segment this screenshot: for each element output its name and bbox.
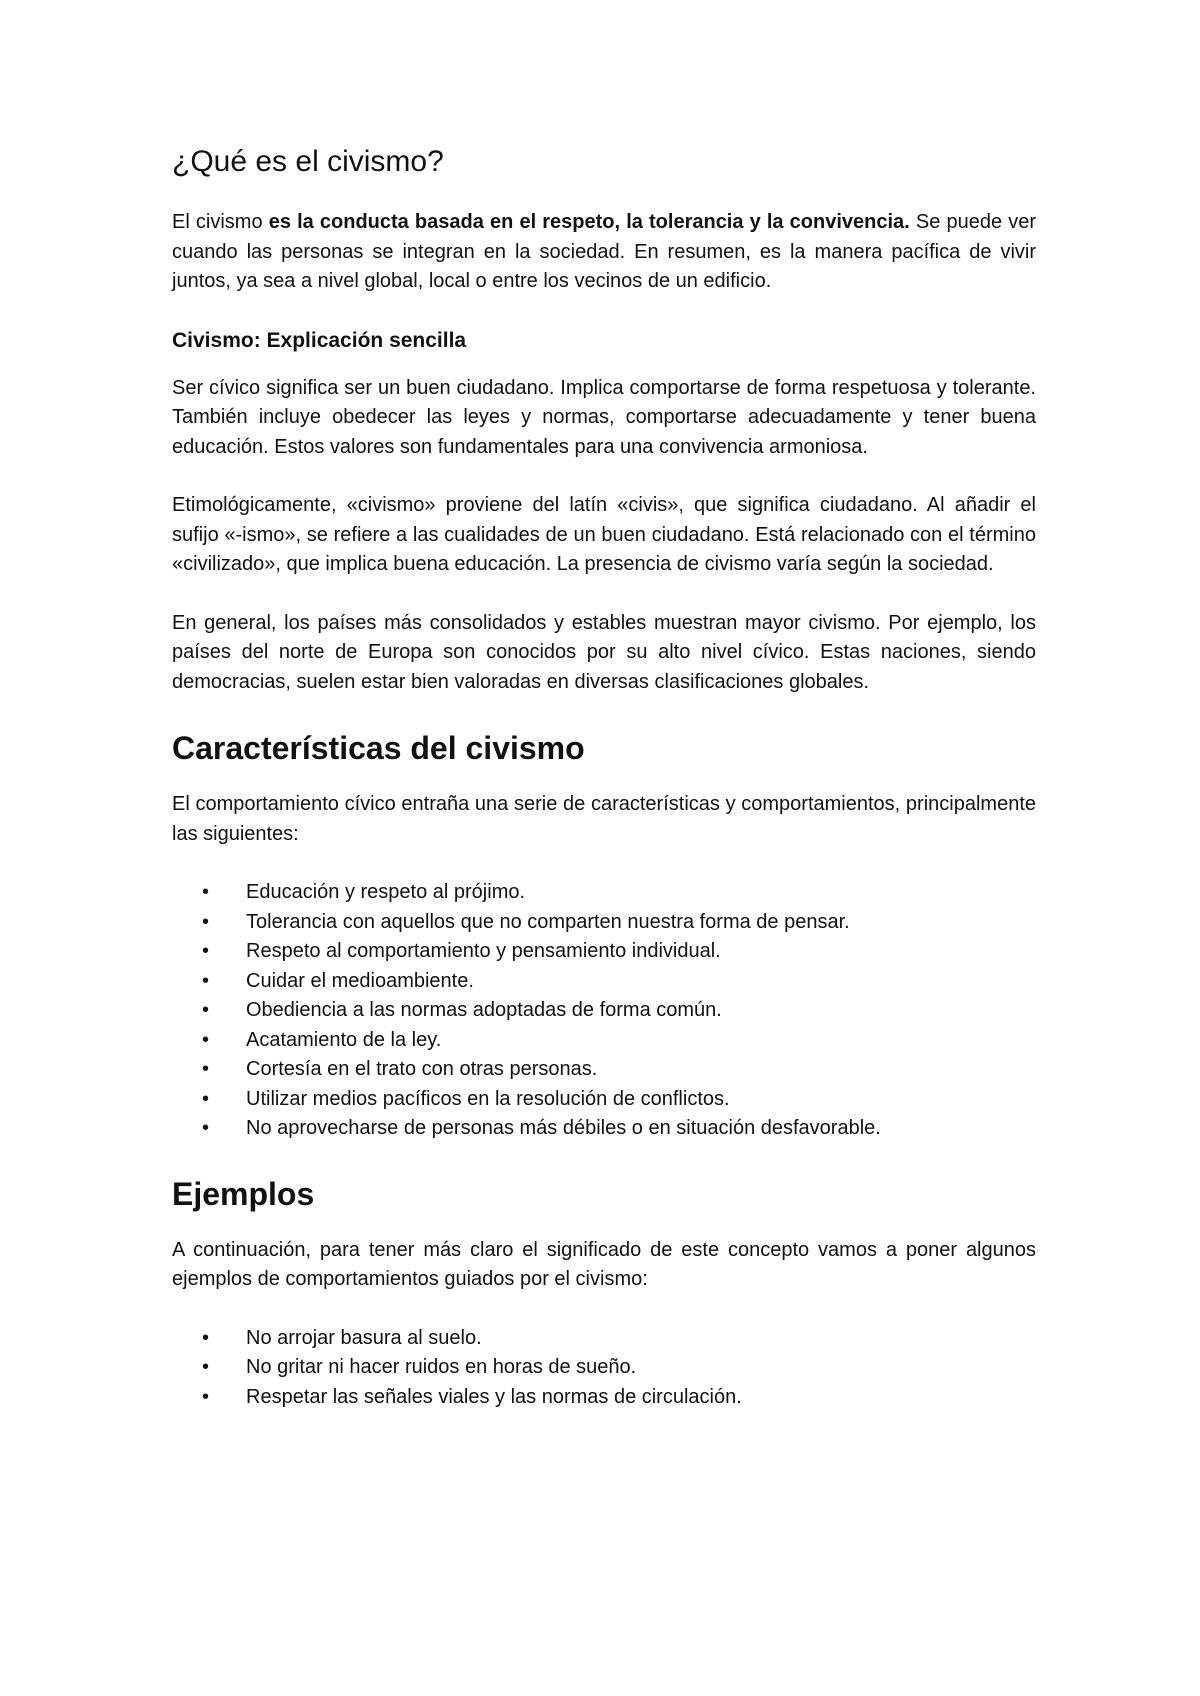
bullet-icon: • <box>202 1087 210 1110</box>
list-item <box>172 1085 1036 1115</box>
bullet-icon: • <box>202 881 210 903</box>
list-item <box>172 967 1036 997</box>
intro-paragraph <box>172 208 1036 297</box>
examples-heading: Ejemplos <box>172 1175 315 1212</box>
list-item <box>172 1324 1036 1354</box>
bullet-icon: • <box>202 999 210 1021</box>
bullet-icon: • <box>202 910 210 933</box>
list-item-text: Respeto al comportamiento y pensamiento individual. <box>246 940 721 962</box>
list-item-text: Tolerancia con aquellos que no comparten nuestra forma de pensar. <box>246 910 850 933</box>
bullet-icon: • <box>202 940 210 962</box>
list-item-text: Utilizar medios pacíficos en la resolución de conflictos. <box>246 1087 730 1110</box>
page-title: ¿Qué es el civismo? <box>172 145 444 178</box>
list-item-text: Acatamiento de la ley. <box>246 1028 442 1051</box>
list-item-text: Obediencia a las normas adoptadas de forma común. <box>246 999 722 1021</box>
paragraph-1: Ser cívico significa ser un buen ciudadano. Implica comportarse de forma respetuosa y tolerante. También incluye obedecer las leyes y normas, comportarse adecuadamente y tener buena educación. Estos valores son fundamentales para una convivencia armoniosa. <box>172 376 1036 458</box>
list-item <box>172 1353 1036 1383</box>
intro-bold: es la conducta basada en el respeto, la tolerancia y la convivencia. <box>268 211 910 233</box>
bullet-icon: • <box>202 1117 210 1139</box>
list-item <box>172 996 1036 1026</box>
list-item <box>172 937 1036 967</box>
bullet-icon: • <box>202 1356 210 1378</box>
list-item-text: Cuidar el medioambiente. <box>246 969 474 992</box>
list-item <box>172 878 1036 908</box>
examples-list <box>172 1324 1036 1413</box>
bullet-icon: • <box>202 969 210 992</box>
bullet-icon: • <box>202 1326 210 1349</box>
list-item <box>172 1055 1036 1085</box>
list-item-text: No gritar ni hacer ruidos en horas de sueño. <box>246 1356 637 1378</box>
list-item <box>172 1026 1036 1056</box>
list-item-text: No aprovecharse de personas más débiles o en situación desfavorable. <box>246 1117 881 1139</box>
characteristics-intro: El comportamiento cívico entraña una serie de características y comportamientos, principalmente las siguientes: <box>172 793 1036 845</box>
characteristics-heading: Características del civismo <box>172 730 585 766</box>
intro-lead: El civismo <box>172 211 269 233</box>
list-item-text: Educación y respeto al prójimo. <box>246 881 526 903</box>
list-item-text: No arrojar basura al suelo. <box>246 1326 482 1349</box>
bullet-icon: • <box>202 1058 210 1080</box>
bullet-icon: • <box>202 1385 210 1408</box>
list-item <box>172 1114 1036 1144</box>
examples-intro: A continuación, para tener más claro el significado de este concepto vamos a poner algunos ejemplos de comportamientos guiados por el civismo: <box>172 1238 1036 1290</box>
list-item <box>172 1383 1036 1413</box>
list-item-text: Cortesía en el trato con otras personas. <box>246 1058 598 1080</box>
subheading: Civismo: Explicación sencilla <box>172 328 467 352</box>
paragraph-3: En general, los países más consolidados y estables muestran mayor civismo. Por ejemplo, los países del norte de Europa son conocidos por su alto nivel cívico. Estas naciones, siendo democracias, suelen estar bien valoradas en diversas clasificaciones globales. <box>172 611 1036 693</box>
paragraph-2: Etimológicamente, «civismo» proviene del latín «civis», que significa ciudadano. Al añadir el sufijo «-ismo», se refiere a las cualidades de un buen ciudadano. Está relacionado con el término «civilizado», que implica buena educación. La presencia de civismo varía según la sociedad. <box>172 494 1036 575</box>
document-page <box>172 142 1036 1440</box>
characteristics-list <box>172 878 1036 1144</box>
bullet-icon: • <box>202 1028 210 1051</box>
list-item <box>172 908 1036 938</box>
list-item-text: Respetar las señales viales y las normas de circulación. <box>246 1385 742 1408</box>
intro-rest: Se puede ver cuando las personas se integran en la sociedad. En resumen, es la manera pacífica de vivir juntos, ya sea a nivel global, local o entre los vecinos de un edificio. <box>172 211 1037 292</box>
